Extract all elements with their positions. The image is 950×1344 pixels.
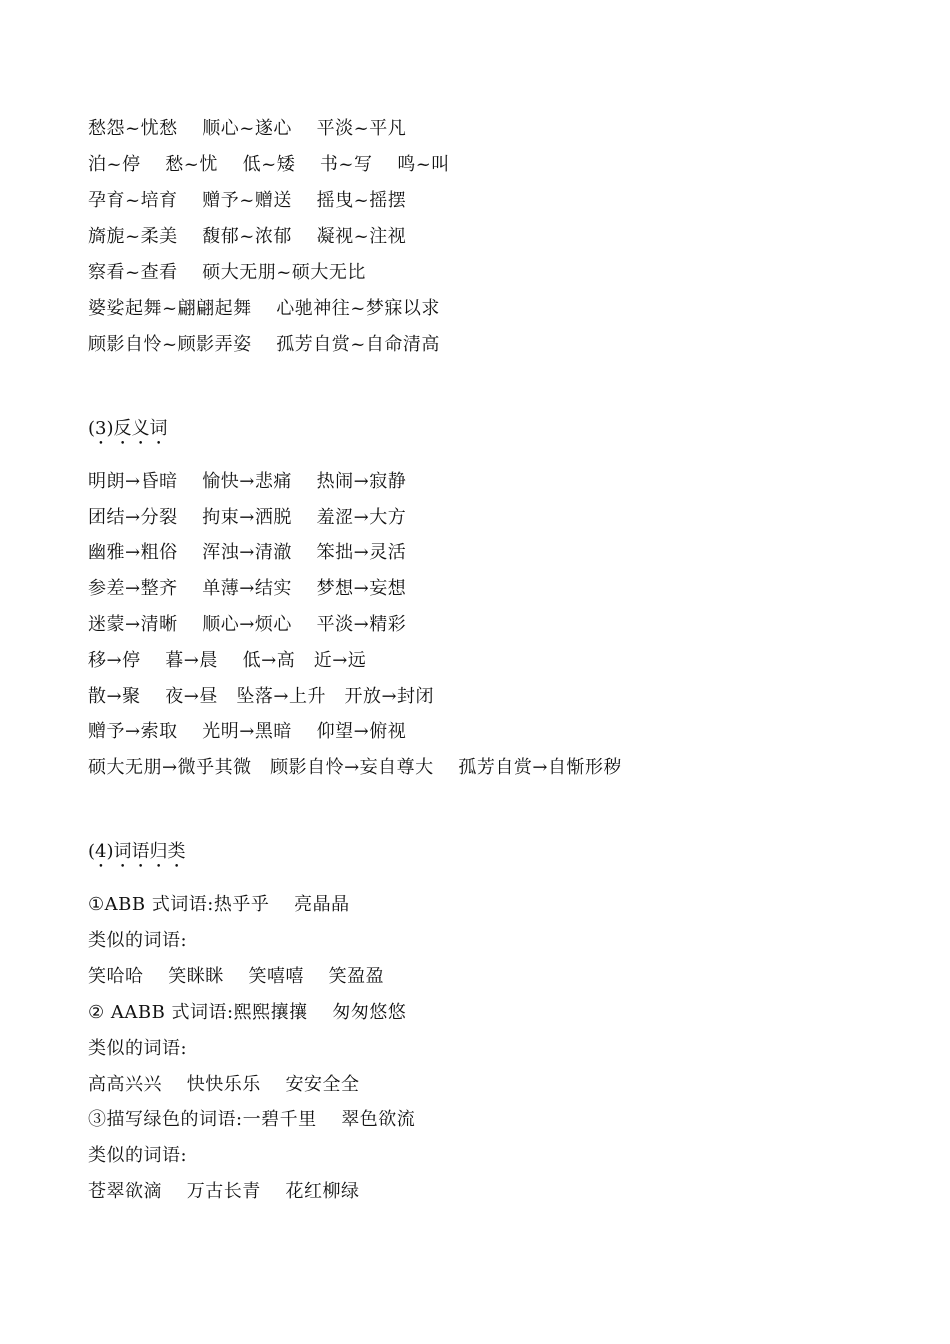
synonym-line: 婆娑起舞~翩翩起舞 心驰神往~梦寐以求	[88, 298, 440, 319]
synonym-line: 孕育~培育 赠予~赠送 摇曳~摇摆	[88, 190, 407, 211]
classification-heading: (4)词语归类	[88, 841, 186, 862]
antonyms-heading: (3)反义词	[88, 418, 168, 439]
antonym-line: 散→聚 夜→昼 坠落→上升 开放→封闭	[88, 686, 435, 707]
antonym-line: 团结→分裂 拘束→洒脱 羞涩→大方	[88, 507, 407, 528]
antonym-line: 硕大无朋→微乎其微 顾影自怜→妄自尊大 孤芳自赏→自惭形秽	[88, 757, 622, 778]
antonym-line: 移→停 暮→晨 低→高 近→远	[88, 650, 367, 671]
classification-line: ② AABB 式词语:熙熙攘攘 匆匆悠悠	[88, 1002, 407, 1023]
synonym-line: 愁怨~忧愁 顺心~遂心 平淡~平凡	[88, 118, 407, 139]
synonym-line: 顾影自怜~顾影弄姿 孤芳自赏~自命清高	[88, 334, 440, 355]
classification-line: 笑哈哈 笑眯眯 笑嘻嘻 笑盈盈	[88, 966, 385, 987]
antonym-line: 明朗→昏暗 愉快→悲痛 热闹→寂静	[88, 471, 407, 492]
antonym-line: 赠予→索取 光明→黑暗 仰望→俯视	[88, 721, 407, 742]
classification-line: ③描写绿色的词语:一碧千里 翠色欲流	[88, 1109, 416, 1130]
classification-line: ①ABB 式词语:热乎乎 亮晶晶	[88, 894, 350, 915]
synonym-line: 旖旎~柔美 馥郁~浓郁 凝视~注视	[88, 226, 407, 247]
classification-line: 苍翠欲滴 万古长青 花红柳绿	[88, 1181, 360, 1202]
synonym-line: 泊~停 愁~忧 低~矮 书~写 鸣~叫	[88, 154, 450, 175]
antonym-line: 迷蒙→清晰 顺心→烦心 平淡→精彩	[88, 614, 407, 635]
antonym-line: 参差→整齐 单薄→结实 梦想→妄想	[88, 578, 407, 599]
classification-line: 类似的词语:	[88, 930, 188, 951]
classification-line: 类似的词语:	[88, 1038, 188, 1059]
synonym-line: 察看~查看 硕大无朋~硕大无比	[88, 262, 366, 283]
antonym-line: 幽雅→粗俗 浑浊→清澈 笨拙→灵活	[88, 542, 407, 563]
classification-line: 类似的词语:	[88, 1145, 188, 1166]
classification-line: 高高兴兴 快快乐乐 安安全全	[88, 1074, 360, 1095]
